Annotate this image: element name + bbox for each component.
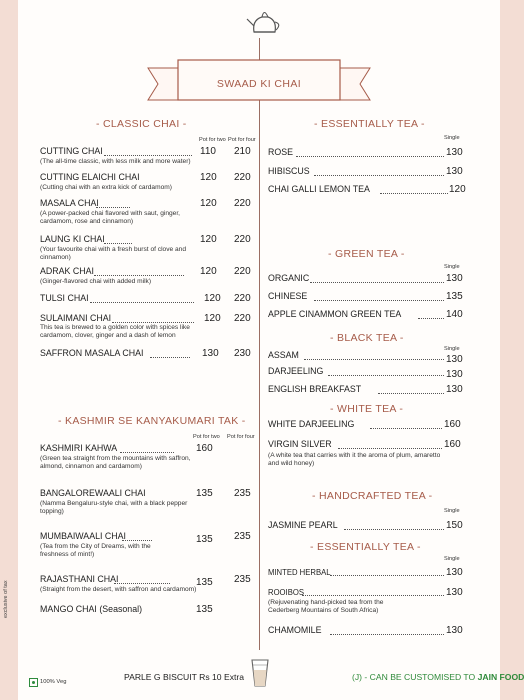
single-col-label: Single [444, 135, 460, 141]
price-two: 120 [200, 234, 217, 245]
price-four: 220 [234, 266, 251, 277]
leader-dots [120, 452, 174, 453]
price-four: 235 [234, 488, 251, 499]
price-two: 135 [196, 604, 213, 615]
item-name: VIRGIN SILVER [268, 439, 332, 450]
price: 160 [444, 439, 461, 450]
kashmir-col-two: Pot for two [193, 434, 220, 440]
price: 130 [446, 587, 463, 598]
leader-dots [104, 243, 132, 244]
handcrafted-tea-heading: - HANDCRAFTED TEA - [312, 490, 433, 502]
price-four: 235 [234, 531, 251, 542]
item-name: ROOIBOS [268, 587, 304, 597]
item-description: (Rejuvenating hand-picked tea from the Cederberg Mountains of South Africa) [268, 599, 384, 614]
leader-dots [330, 634, 444, 635]
jain-suffix: JAIN FOOD [477, 672, 524, 682]
item-name: MUMBAIWAALI CHAI [40, 531, 126, 542]
price: 130 [446, 369, 463, 380]
single-col-label: Single [444, 346, 460, 352]
item-description: (Straight from the desert, with saffron and cardamom) [40, 586, 197, 593]
item-name: WHITE DARJEELING [268, 419, 355, 430]
leader-dots [296, 156, 444, 157]
leader-dots [380, 193, 448, 194]
price: 135 [446, 291, 463, 302]
center-divider [259, 38, 260, 650]
jain-prefix: (J) - CAN BE CUSTOMISED TO [352, 672, 476, 682]
leader-dots [314, 175, 444, 176]
item-description: (The all-time classic, with less milk and more water) [40, 158, 191, 165]
item-description: (Cutting chai with an extra kick of cardamom) [40, 184, 172, 191]
item-name: DARJEELING [268, 366, 324, 377]
leader-dots [122, 540, 152, 541]
item-name: ROSE [268, 147, 294, 158]
leader-dots [310, 282, 444, 283]
price-four: 220 [234, 198, 251, 209]
item-description: (A white tea that carries with it the aroma of plum, amaretto and wild honey) [268, 452, 441, 467]
price: 160 [444, 419, 461, 430]
essentially-tea-heading-2: - ESSENTIALLY TEA - [310, 541, 421, 553]
price: 130 [446, 625, 463, 636]
tax-note: exclusive of tax [3, 580, 9, 618]
price-two: 120 [200, 198, 217, 209]
leader-dots [418, 318, 444, 319]
price: 120 [449, 184, 466, 195]
price: 140 [446, 309, 463, 320]
single-col-label: Single [444, 556, 460, 562]
item-name: ENGLISH BREAKFAST [268, 384, 362, 395]
leader-dots [112, 322, 194, 323]
leader-dots [90, 302, 194, 303]
price-four: 220 [234, 234, 251, 245]
item-description: (Ginger-flavored chai with added milk) [40, 278, 152, 285]
leader-dots [328, 375, 444, 376]
price-four: 220 [234, 172, 251, 183]
item-name: CUTTING ELAICHI CHAI [40, 172, 140, 183]
kashmir-col-four: Pot for four [227, 434, 255, 440]
price: 130 [446, 147, 463, 158]
price: 130 [446, 273, 463, 284]
leader-dots [302, 595, 444, 596]
price: 130 [446, 354, 463, 365]
leader-dots [344, 529, 444, 530]
item-description: (Namma Bengaluru-style chai, with a black pepper topping) [40, 500, 188, 515]
price-four: 235 [234, 574, 251, 585]
cutting-chai-glass-icon [250, 657, 270, 689]
leader-dots [338, 448, 442, 449]
price-two: 120 [200, 266, 217, 277]
item-name: ORGANIC [268, 273, 310, 284]
item-name: CHAI GALLI LEMON TEA [268, 184, 370, 195]
leader-dots [330, 575, 444, 576]
price: 130 [446, 166, 463, 177]
price-two: 120 [204, 313, 221, 324]
green-tea-heading: - GREEN TEA - [328, 248, 405, 260]
price-two: 135 [196, 488, 213, 499]
item-name: MASALA CHAI [40, 198, 99, 209]
price-two: 120 [200, 172, 217, 183]
leader-dots [370, 428, 442, 429]
classic-col-two: Pot for two [199, 137, 226, 143]
item-name: MANGO CHAI (Seasonal) [40, 604, 143, 615]
item-name: SAFFRON MASALA CHAI [40, 348, 144, 359]
veg-icon [29, 678, 38, 687]
classic-chai-heading: - CLASSIC CHAI - [96, 118, 187, 130]
price: 150 [446, 520, 463, 531]
classic-col-four: Pot for four [228, 137, 256, 143]
black-tea-heading: - BLACK TEA - [330, 332, 404, 344]
jain-note [352, 672, 524, 682]
page-title: SWAAD KI CHAI [216, 78, 302, 90]
veg-label: 100% Veg [40, 679, 67, 685]
item-description: (A power-packed chai flavored with saut, ginger, cardamom, rose and cinnamon) [40, 210, 181, 225]
item-name: JASMINE PEARL [268, 520, 338, 531]
item-name: KASHMIRI KAHWA [40, 443, 118, 454]
price-four: 230 [234, 348, 251, 359]
item-name: CUTTING CHAI [40, 146, 103, 157]
price: 130 [446, 567, 463, 578]
leader-dots [304, 359, 444, 360]
item-name: LAUNG KI CHAI [40, 234, 105, 245]
white-tea-heading: - WHITE TEA - [330, 403, 404, 415]
leader-dots [94, 275, 184, 276]
leader-dots [378, 393, 444, 394]
price-four: 210 [234, 146, 251, 157]
item-name: TULSI CHAI [40, 293, 89, 304]
item-name: RAJASTHANI CHAI [40, 574, 119, 585]
item-name: CHAMOMILE [268, 625, 322, 636]
leader-dots [96, 207, 130, 208]
single-col-label: Single [444, 264, 460, 270]
item-description: (Your favourite chai with a fresh burst of clove and cinnamon) [40, 246, 186, 261]
item-name: ADRAK CHAI [40, 266, 94, 277]
leader-dots [114, 583, 170, 584]
kettle-icon [244, 2, 284, 42]
price-two: 120 [204, 293, 221, 304]
price-two: 130 [202, 348, 219, 359]
price-two: 110 [200, 146, 216, 157]
price-two: 160 [196, 443, 213, 454]
item-description: (Tea from the City of Dreams, with the freshness of mint!) [40, 543, 151, 558]
price-two: 135 [196, 577, 213, 588]
item-name: BANGALOREWAALI CHAI [40, 488, 146, 499]
item-name: MINTED HERBAL [268, 567, 331, 577]
single-col-label: Single [444, 508, 460, 514]
item-name: CHINESE [268, 291, 308, 302]
leader-dots [314, 300, 444, 301]
biscuit-note: PARLE G BISCUIT Rs 10 Extra [124, 672, 245, 682]
price-four: 220 [234, 293, 251, 304]
kashmir-heading: - KASHMIR SE KANYAKUMARI TAK - [58, 415, 246, 427]
item-name: HIBISCUS [268, 166, 310, 177]
leader-dots [104, 155, 192, 156]
item-name: SULAIMANI CHAI [40, 313, 112, 324]
price: 130 [446, 384, 463, 395]
item-name: ASSAM [268, 350, 299, 361]
price-two: 135 [196, 534, 213, 545]
leader-dots [150, 357, 190, 358]
item-name: APPLE CINAMMON GREEN TEA [268, 309, 402, 320]
essentially-tea-heading: - ESSENTIALLY TEA - [314, 118, 425, 130]
item-description: This tea is brewed to a golden color with spices like cardamom, clover, ginger and a dash of lemon [40, 324, 190, 339]
price-four: 220 [234, 313, 251, 324]
item-description: (Green tea straight from the mountains with saffron, almond, cinnamon and cardamom) [40, 455, 191, 470]
